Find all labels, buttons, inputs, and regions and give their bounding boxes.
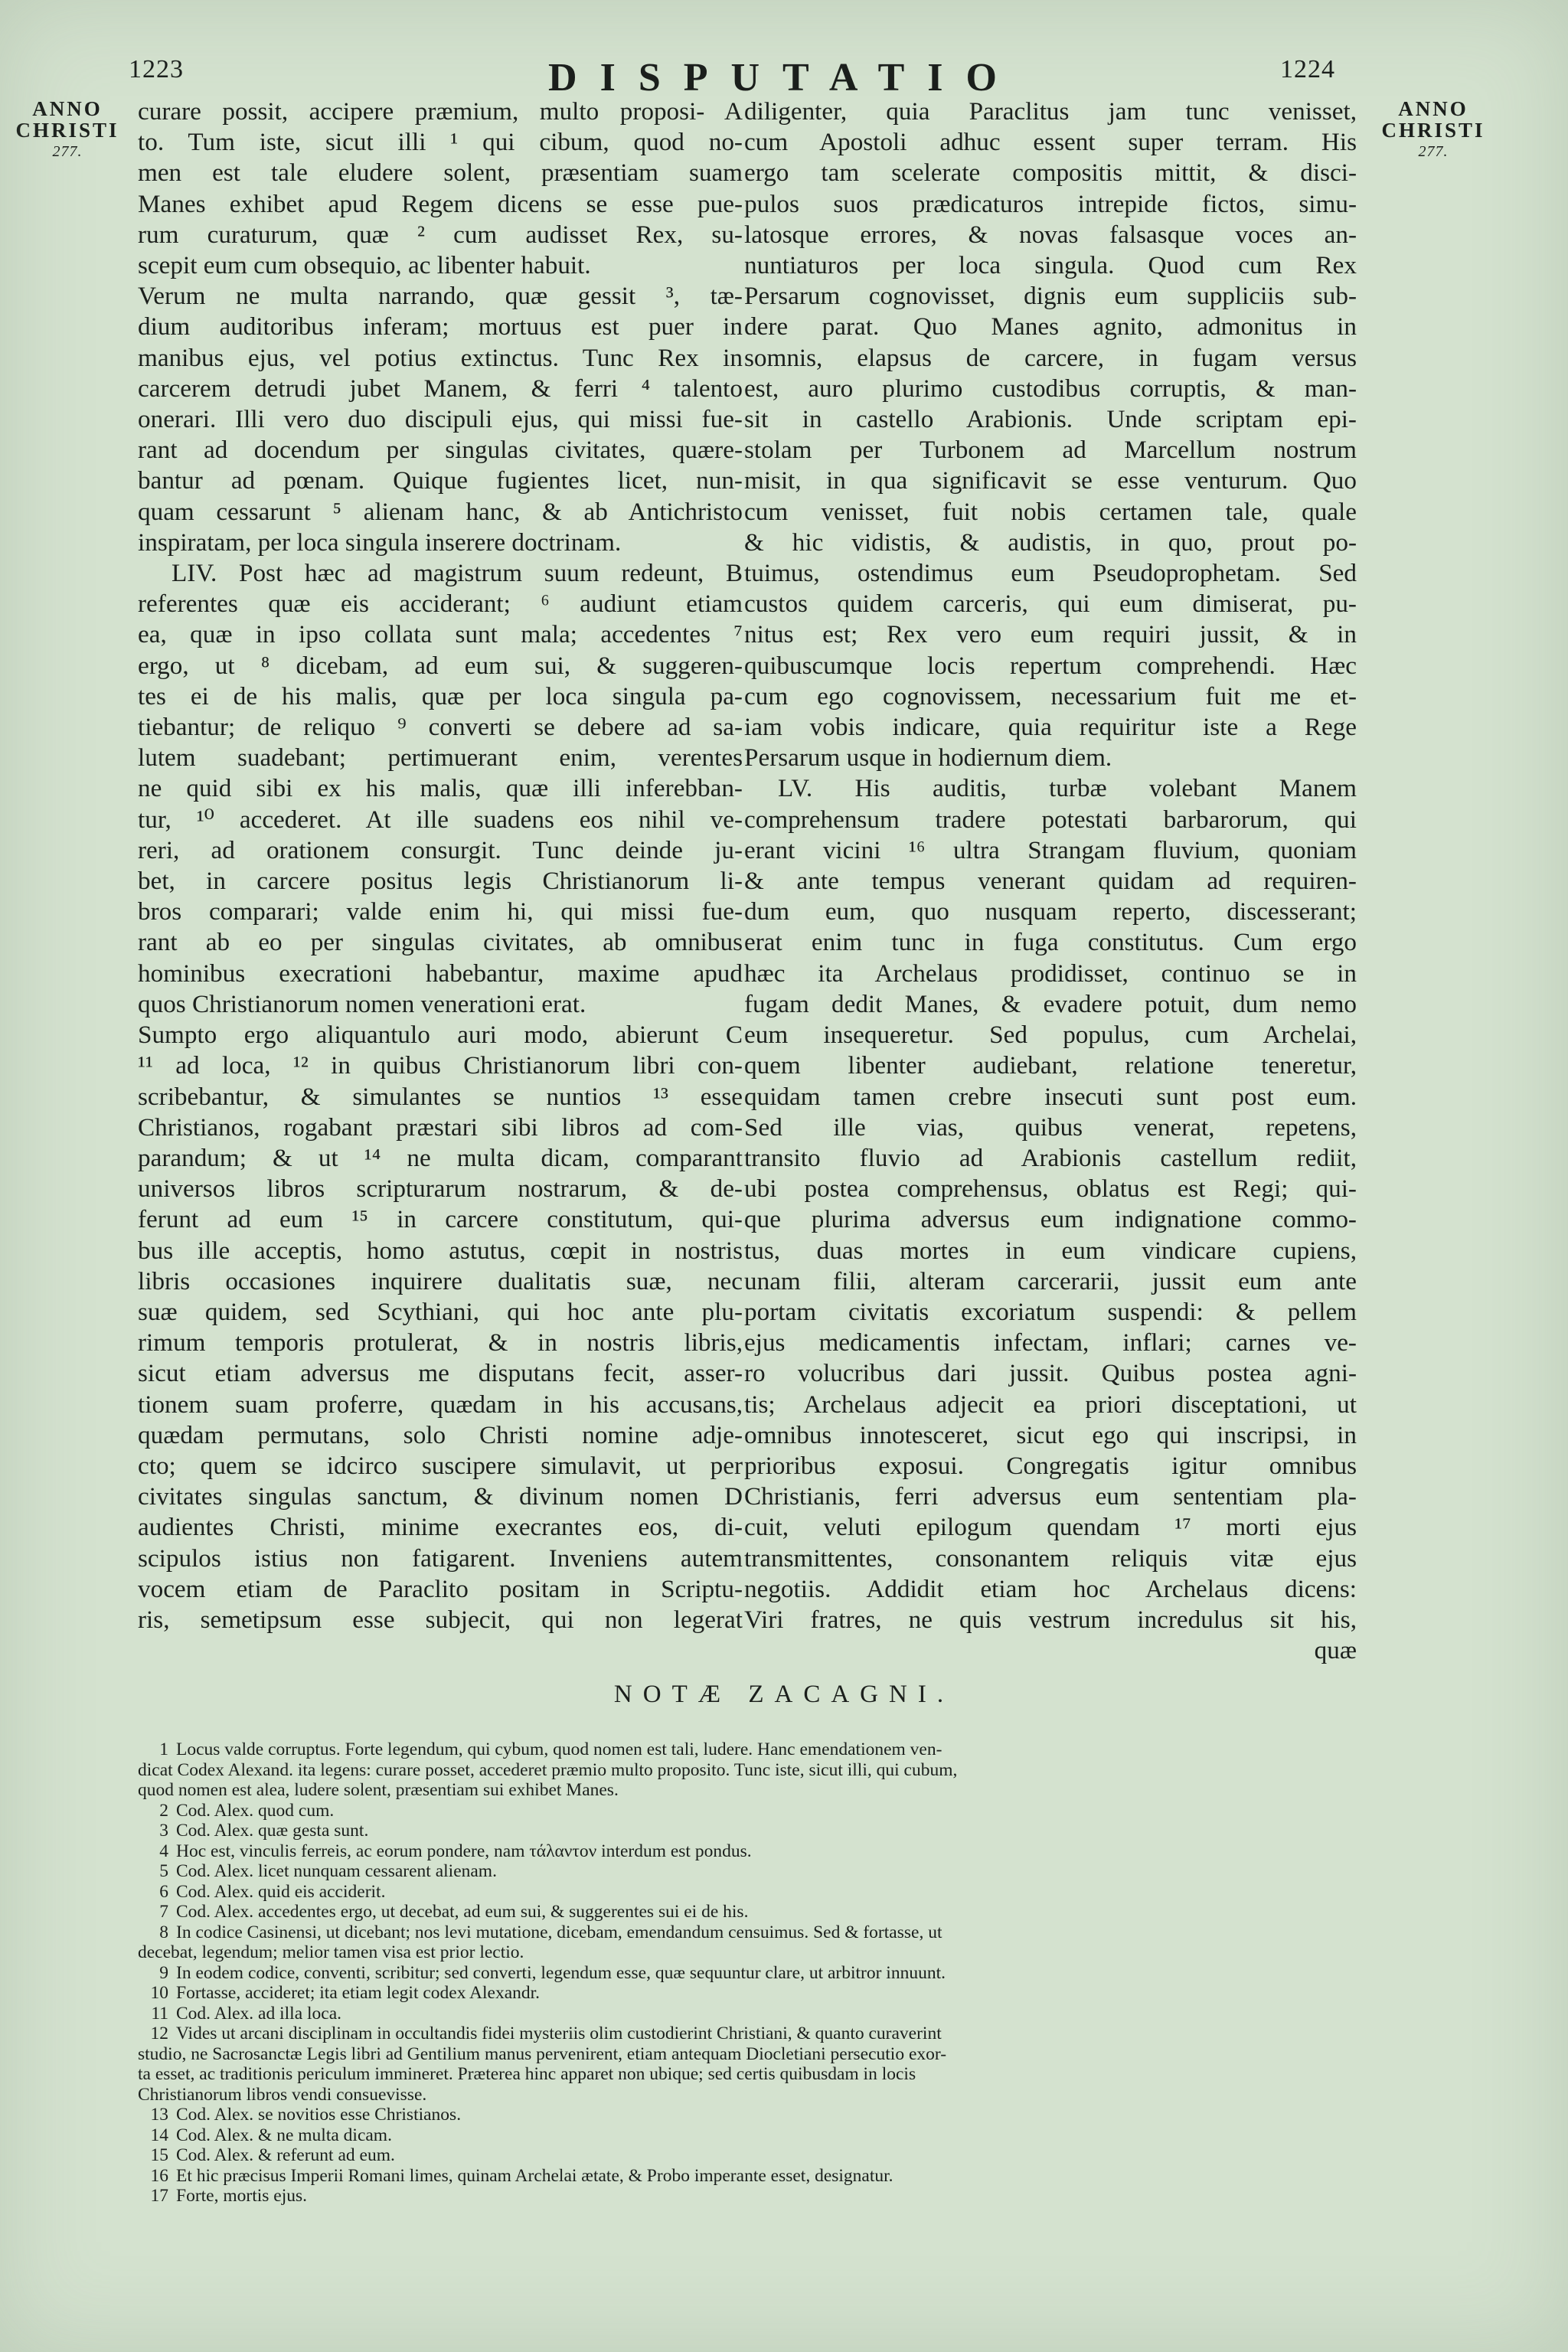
text-column-left <box>138 96 743 1635</box>
footnote-number: 3 <box>159 1821 168 1841</box>
footnote-number: 1 <box>159 1740 168 1759</box>
text-line: iam vobis indicare, quia requiritur iste a Rege <box>744 713 1357 742</box>
text-line: eum insequeretur. Sed populus, cum Archelai, <box>744 1021 1357 1050</box>
footnote-text: Cod. Alex. quæ gesta sunt. <box>176 1821 369 1841</box>
text-line: ergo tam scelerate compositis mittit, & disci- <box>744 158 1357 188</box>
footnote-number: 8 <box>159 1922 168 1942</box>
margin-note-right <box>1380 98 1487 162</box>
footnote <box>138 2024 1332 2105</box>
footnote-line <box>138 1942 1332 1963</box>
text-line: rant ad docendum per singulas civitates, quære- <box>138 436 743 465</box>
page-number-right: 1224 <box>1280 55 1335 83</box>
text-line: omnibus innotesceret, sicut ego qui inscripsi, in <box>744 1420 1357 1449</box>
footnote-line <box>138 2004 1332 2024</box>
text-line: unam filii, alteram carcerarii, jussit eum ante <box>744 1266 1357 1295</box>
text-line: stolam per Turbonem ad Marcellum nostrum <box>744 436 1357 465</box>
text-line: LIV. Post hæc ad magistrum suum redeunt, B <box>172 559 743 588</box>
text-line: erat enim tunc in fuga constitutus. Cum ergo <box>744 928 1357 957</box>
footnote-number: 17 <box>150 2186 168 2206</box>
text-line: bus ille acceptis, homo astutus, cœpit in nostris <box>138 1236 743 1265</box>
footnote-line <box>138 1963 1332 1984</box>
text-line: quam cessarunt ⁵ alienam hanc, & ab Antichristo <box>138 497 743 526</box>
footnote-line <box>138 1841 1332 1862</box>
footnote-text: Cod. Alex. ad illa loca. <box>176 2003 342 2024</box>
text-line: Verum ne multa narrando, quæ gessit ³, tæ- <box>138 282 743 311</box>
margin-christi-left: CHRISTI <box>15 119 119 142</box>
footnote-line <box>138 2044 1332 2065</box>
text-line: bantur ad pœnam. Quique fugientes licet, nun- <box>138 466 743 495</box>
footnote-line <box>138 2105 1332 2125</box>
text-line: est, auro plurimo custodibus corruptis, & man- <box>744 374 1357 403</box>
footnote-line <box>138 1983 1332 2004</box>
text-line: Christianos, rogabant præstari sibi libros ad com- <box>138 1112 743 1142</box>
footnote-text: Hoc est, vinculis ferreis, ac eorum pondere, nam τάλαντον interdum est pondus. <box>176 1841 752 1861</box>
footnote-number: 9 <box>159 1962 168 1983</box>
footnote-line <box>138 2145 1332 2166</box>
text-line: curare possit, accipere præmium, multo proposi- A <box>138 97 743 126</box>
footnote-text: ta esset, ac traditionis periculum immineret. Præterea hinc apparet non ubique; sed certis quibusdam in locis <box>138 2064 916 2084</box>
footnote-line <box>138 2186 1332 2207</box>
footnote-line <box>138 2125 1332 2146</box>
text-line: Manes exhibet apud Regem dicens se esse pue- <box>138 189 743 218</box>
footnote-number: 2 <box>159 1800 168 1821</box>
footnote-number: 5 <box>159 1861 168 1881</box>
footnote-text: Cod. Alex. accedentes ergo, ut decebat, ad eum sui, & suggerentes sui ei de his. <box>176 1902 749 1922</box>
text-line: Viri fratres, ne quis vestrum incredulus sit his, <box>744 1605 1357 1634</box>
text-line: rum curaturum, quæ ² cum audisset Rex, su- <box>138 220 743 249</box>
text-line: tuimus, ostendimus eum Pseudoprophetam. Sed <box>744 559 1357 588</box>
text-line: onerari. Illi vero duo discipuli ejus, qui missi fue- <box>138 405 743 434</box>
text-line: Persarum cognovisset, dignis eum suppliciis sub- <box>744 282 1357 311</box>
text-line: men est tale eludere solent, præsentiam suam <box>138 158 743 188</box>
text-line: cum Apostoli adhuc essent super terram. His <box>744 128 1357 157</box>
text-line: ro volucribus dari jussit. Quibus postea agni- <box>744 1359 1357 1388</box>
footnote-line <box>138 1821 1332 1841</box>
text-line: manibus ejus, vel potius extinctus. Tunc Rex in <box>138 343 743 372</box>
text-line: hæc ita Archelaus prodidisset, continuo se in <box>744 959 1357 988</box>
text-line: Sumpto ergo aliquantulo auri modo, abierunt C <box>138 1021 743 1050</box>
text-line: nitus est; Rex vero eum requiri jussit, & in <box>744 620 1357 649</box>
text-line: quem libenter audiebant, relatione teneretur, <box>744 1051 1357 1080</box>
text-line: libris occasiones inquirere dualitatis suæ, nec <box>138 1266 743 1295</box>
text-line: vocem etiam de Paraclito positam in Scriptu- <box>138 1574 743 1603</box>
footnote-text: Cod. Alex. & ne multa dicam. <box>176 2125 392 2145</box>
footnote-line <box>138 2166 1332 2187</box>
page-number-left: 1223 <box>129 55 184 83</box>
text-line: bet, in carcere positus legis Christianorum li- <box>138 867 743 896</box>
footnote-text: Vides ut arcani disciplinam in occultandis fidei mysteriis olim custodierint Christiani, & quanto curaverint <box>176 2024 942 2043</box>
footnote <box>138 1821 1332 1841</box>
text-line: ejus medicamentis infectam, inflari; carnes ve- <box>744 1328 1357 1357</box>
text-line: universos libros scripturarum nostrarum, & de- <box>138 1174 743 1204</box>
footnote <box>138 1963 1332 1984</box>
footnote-text: Christianorum libros vendi consuevisse. <box>138 2084 427 2105</box>
text-line: ¹¹ ad loca, ¹² in quibus Christianorum libri con- <box>138 1051 743 1080</box>
text-line: ferunt ad eum ¹⁵ in carcere constitutum, qui- <box>138 1205 743 1234</box>
footnote-line <box>138 1902 1332 1922</box>
footnote-line <box>138 2064 1332 2085</box>
text-line: fugam dedit Manes, & evadere potuit, dum nemo <box>744 989 1357 1018</box>
footnote <box>138 1902 1332 1922</box>
footnote-number: 6 <box>159 1881 168 1902</box>
footnote-text: Fortasse, accideret; ita etiam legit codex Alexandr. <box>176 1983 541 2003</box>
footnote <box>138 1983 1332 2004</box>
footnotes <box>138 1740 1332 2207</box>
footnote <box>138 1861 1332 1882</box>
footnote-text: quod nomen est alea, ludere solent, præsentiam sui exhibet Manes. <box>138 1780 619 1800</box>
text-line: scipulos istius non fatigarent. Inveniens autem <box>138 1544 743 1573</box>
footnote <box>138 2125 1332 2146</box>
footnote-number: 16 <box>150 2165 168 2186</box>
text-line: pulos suos prædicaturos intrepide fictos, simu- <box>744 189 1357 218</box>
footnote-number: 4 <box>159 1841 168 1861</box>
text-line: tiebantur; de reliquo ⁹ converti se debere ad sa- <box>138 713 743 742</box>
footnote-number: 14 <box>150 2125 168 2145</box>
footnote <box>138 2004 1332 2024</box>
text-line: & hic vidistis, & audistis, in quo, prout po- <box>744 528 1357 557</box>
text-line: parandum; & ut ¹⁴ ne multa dicam, comparant <box>138 1143 743 1172</box>
text-line: cum venisset, fuit nobis certamen tale, quale <box>744 497 1357 526</box>
text-line: comprehensum tradere potestati barbarorum, qui <box>744 805 1357 834</box>
text-line: ris, semetipsum esse subjecit, qui non legerat <box>138 1605 743 1634</box>
footnote-line <box>138 1760 1332 1781</box>
margin-note-left <box>14 98 121 162</box>
text-line: custos quidem carceris, qui eum dimiserat, pu- <box>744 590 1357 619</box>
footnote-line <box>138 2085 1332 2105</box>
text-line: Christianis, ferri adversus eum sententiam pla- <box>744 1482 1357 1511</box>
footnote-text: Cod. Alex. licet nunquam cessarent alienam. <box>176 1861 497 1881</box>
margin-christi-right: CHRISTI <box>1381 119 1485 142</box>
text-line: bros comparari; valde enim hi, qui missi fue- <box>138 897 743 926</box>
footnote-line <box>138 1740 1332 1760</box>
text-line: suæ quidem, sed Scythiani, qui hoc ante plu- <box>138 1297 743 1326</box>
footnote-number: 11 <box>151 2003 168 2024</box>
text-line: dum eum, quo nusquam reperto, discesserant; <box>744 897 1357 926</box>
footnote-text: In eodem codice, conventi, scribitur; sed converti, legendum esse, quæ sequuntur clare, ut arbitror innuunt. <box>176 1962 946 1983</box>
footnote-text: dicat Codex Alexand. ita legens: curare posset, accederet præmio multo proposito. Tunc iste, sicut illi, qui cubum, <box>138 1759 958 1780</box>
footnote-text: Cod. Alex. & referunt ad eum. <box>176 2145 395 2165</box>
footnote-text: Locus valde corruptus. Forte legendum, qui cybum, quod nomen est tali, ludere. Hanc emendationem ven- <box>176 1740 942 1759</box>
footnote <box>138 2186 1332 2207</box>
text-line: cuit, veluti epilogum quendam ¹⁷ morti ejus <box>744 1513 1357 1542</box>
footnote-text: Et hic præcisus Imperii Romani limes, quinam Archelai ætate, & Probo imperante esset, designatur. <box>176 2165 893 2186</box>
footnote-text: Cod. Alex. quod cum. <box>176 1800 335 1821</box>
text-line: ergo, ut ⁸ dicebam, ad eum sui, & suggeren- <box>138 651 743 680</box>
text-line: carcerem detrudi jubet Manem, & ferri ⁴ talento <box>138 374 743 403</box>
text-line: erant vicini ¹⁶ ultra Strangam fluvium, quoniam <box>744 835 1357 864</box>
text-line: sit in castello Arabionis. Unde scriptam epi- <box>744 405 1357 434</box>
text-column-right <box>744 96 1357 1666</box>
text-line: diligenter, quia Paraclitus jam tunc venisset, <box>744 97 1357 126</box>
text-line: & ante tempus venerant quidam ad requiren- <box>744 867 1357 896</box>
footnote <box>138 1740 1332 1801</box>
text-line: referentes quæ eis acciderant; ⁶ audiunt etiam <box>138 590 743 619</box>
text-line: ubi postea comprehensus, oblatus est Regi; qui- <box>744 1174 1357 1204</box>
text-line: Persarum usque in hodiernum diem. <box>744 743 1112 773</box>
footnote-number: 10 <box>150 1983 168 2003</box>
footnote-line <box>138 1922 1332 1943</box>
margin-year-right: 277. <box>1418 143 1449 160</box>
page-title: DISPUTATIO <box>548 56 1020 100</box>
footnote-line <box>138 1780 1332 1801</box>
footnote-number: 12 <box>150 2024 168 2043</box>
text-line: dere parat. Quo Manes agnito, admonitus in <box>744 312 1357 341</box>
footnote <box>138 1801 1332 1821</box>
text-line: tur, ¹⁰ accederet. At ille suadens eos nihil ve- <box>138 805 743 834</box>
text-line: transmittentes, consonantem reliquis vitæ ejus <box>744 1544 1357 1573</box>
footnote-line <box>138 1801 1332 1821</box>
footnote-number: 15 <box>150 2145 168 2165</box>
text-line: tes ei de his malis, quæ per loca singula pa- <box>138 681 743 710</box>
text-line: rimum temporis protulerat, & in nostris libris, <box>138 1328 743 1357</box>
footnote <box>138 2105 1332 2125</box>
footnote-number: 13 <box>150 2105 168 2125</box>
text-line: quæ <box>1314 1636 1357 1665</box>
footnote <box>138 2166 1332 2187</box>
margin-year-left: 277. <box>52 143 83 160</box>
text-line: to. Tum iste, sicut illi ¹ qui cibum, quod no- <box>138 128 743 157</box>
footnote <box>138 1882 1332 1903</box>
text-line: quædam permutans, solo Christi nomine adje- <box>138 1420 743 1449</box>
text-line: reri, ad orationem consurgit. Tunc deinde ju- <box>138 835 743 864</box>
text-line: tis; Archelaus adjecit ea priori disceptationi, ut <box>744 1390 1357 1419</box>
text-line: hominibus execrationi habebantur, maxime apud <box>138 959 743 988</box>
text-line: quibuscumque locis repertum comprehendi. Hæc <box>744 651 1357 680</box>
text-line: dium auditoribus inferam; mortuus est puer in <box>138 312 743 341</box>
text-line: Sed ille vias, quibus venerat, repetens, <box>744 1112 1357 1142</box>
footnote-line <box>138 1882 1332 1903</box>
text-line: audientes Christi, minime execrantes eos, di- <box>138 1513 743 1542</box>
text-line: sicut etiam adversus me disputans fecit, asser- <box>138 1359 743 1388</box>
text-line: misit, in qua significavit se esse venturum. Quo <box>744 466 1357 495</box>
footnote-text: Cod. Alex. quid eis acciderit. <box>176 1881 386 1902</box>
footnote-text: Forte, mortis ejus. <box>176 2186 308 2206</box>
text-line: prioribus exposui. Congregatis igitur omnibus <box>744 1451 1357 1480</box>
text-line: negotiis. Addidit etiam hoc Archelaus dicens: <box>744 1574 1357 1603</box>
text-line: tus, duas mortes in eum vindicare cupiens, <box>744 1236 1357 1265</box>
text-line: inspiratam, per loca singula inserere doctrinam. <box>138 528 622 557</box>
text-line: ne quid sibi ex his malis, quæ illi inferebban- <box>138 774 743 803</box>
text-line: que plurima adversus eum indignatione commo- <box>744 1205 1357 1234</box>
text-line: ea, quæ in ipso collata sunt mala; accedentes ⁷ <box>138 620 743 649</box>
notes-title: NOTÆ ZACAGNI. <box>613 1681 955 1708</box>
footnote-text: Cod. Alex. se novitios esse Christianos. <box>176 2105 462 2125</box>
footnote <box>138 2145 1332 2166</box>
text-line: transito fluvio ad Arabionis castellum rediit, <box>744 1143 1357 1172</box>
text-line: quidam tamen crebre insecuti sunt post eum. <box>744 1082 1357 1111</box>
text-line: LV. His auditis, turbæ volebant Manem <box>778 774 1357 803</box>
margin-anno-right: ANNO <box>1398 97 1468 120</box>
text-line: civitates singulas sanctum, & divinum nomen D <box>138 1482 743 1511</box>
footnote-text: In codice Casinensi, ut dicebant; nos levi mutatione, dicebam, emendandum censuimus. Sed & fortasse, ut <box>176 1922 942 1942</box>
footnote-text: studio, ne Sacrosanctæ Legis libri ad Gentilium manus pervenirent, etiam antequam Diocletiani persecutio exor- <box>138 2043 947 2064</box>
footnote-line <box>138 1861 1332 1882</box>
text-line: scribebantur, & simulantes se nuntios ¹³ esse <box>138 1082 743 1111</box>
text-line: latosque errores, & novas falsasque voces an- <box>744 220 1357 249</box>
footnote <box>138 1922 1332 1963</box>
text-line: cto; quem se idcirco suscipere simulavit, ut per <box>138 1451 743 1480</box>
text-line: quos Christianorum nomen venerationi erat. <box>138 989 586 1018</box>
footnote-text: decebat, legendum; melior tamen visa est prior lectio. <box>138 1942 524 1962</box>
text-line: scepit eum cum obsequio, ac libenter habuit. <box>138 251 591 280</box>
footnote-line <box>138 2024 1332 2044</box>
text-line: tionem suam proferre, quædam in his accusans, <box>138 1390 743 1419</box>
text-line: rant ab eo per singulas civitates, ab omnibus <box>138 928 743 957</box>
text-line: portam civitatis excoriatum suspendi: & pellem <box>744 1297 1357 1326</box>
footnote <box>138 1841 1332 1862</box>
text-line: cum ego cognovissem, necessarium fuit me et- <box>744 681 1357 710</box>
text-line: nuntiaturos per loca singula. Quod cum Rex <box>744 251 1357 280</box>
margin-anno-left: ANNO <box>32 97 103 120</box>
text-line: lutem suadebant; pertimuerant enim, verentes <box>138 743 743 773</box>
text-line: somnis, elapsus de carcere, in fugam versus <box>744 343 1357 372</box>
footnote-number: 7 <box>159 1902 168 1922</box>
